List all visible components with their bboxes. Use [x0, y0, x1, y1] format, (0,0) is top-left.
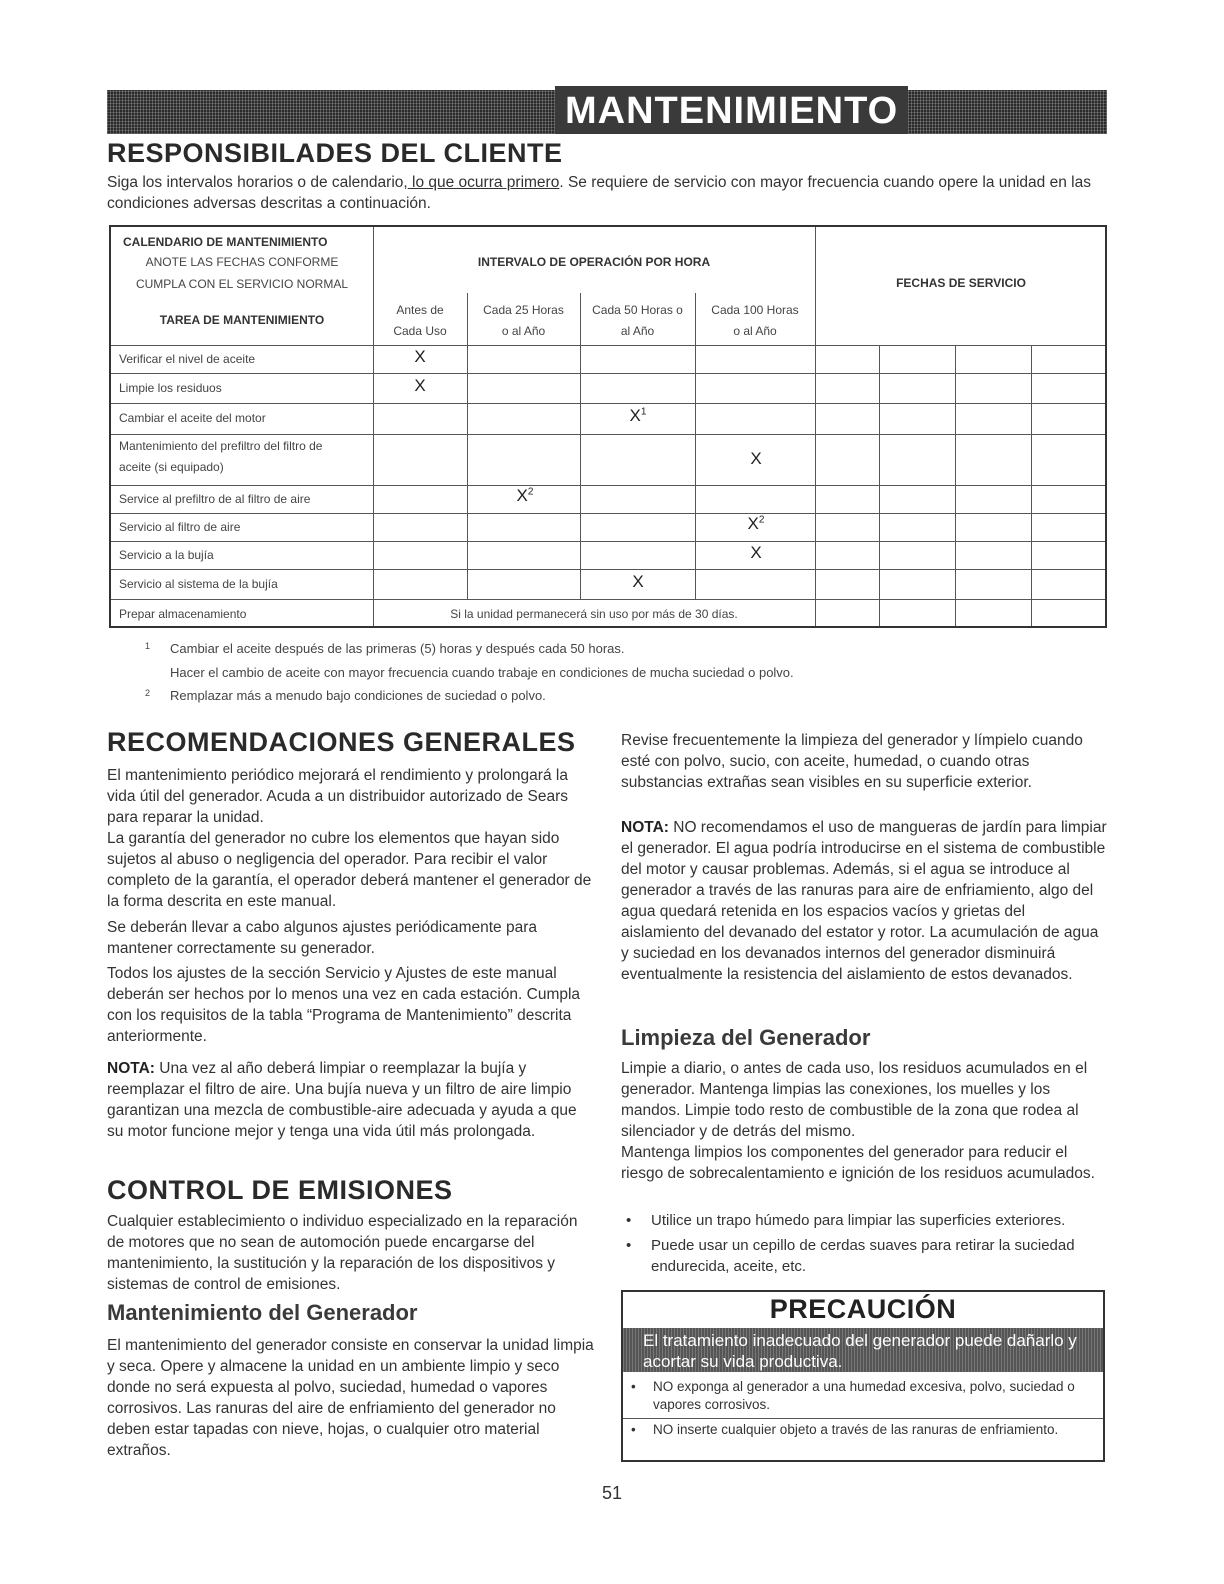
task-label: Servicio a la bujía	[119, 548, 214, 562]
interval-label: o al Año	[733, 324, 777, 338]
task-label: Service al prefiltro de al filtro de aire	[119, 492, 311, 506]
interval-mark: X	[750, 543, 762, 562]
caution-warning: El tratamiento inadecuado del generador puede dañarlo y acortar su vida productiva.	[623, 1328, 1103, 1372]
interval-mark: X	[414, 347, 426, 366]
general-note: NOTA: Una vez al año deberá limpiar o reemplazar la bujía y reemplazar el filtro de aire. Una bujía nueva y un filtro de aire limpio garantizan una mezcla de combustible-aire adecuada y ayuda a que su motor funcione mejor y tenga una vida útil más prolongada.	[107, 1060, 577, 1140]
interval-heading: INTERVALO DE OPERACIÓN POR HORA	[477, 255, 711, 269]
general-paragraph-4: Todos los ajustes de la sección Servicio y Ajustes de este manual deberán ser hechos por lo menos una vez en cada estación. Cumpla con los requisitos de la tabla “Programa de Mantenimiento” descrita anteriormente.	[107, 965, 581, 1045]
list-item: • Utilice un trapo húmedo para limpiar las superficies exteriores.	[621, 1210, 1107, 1231]
task-label: Prepar almacenamiento	[119, 607, 247, 621]
general-paragraph-1: El mantenimiento periódico mejorará el rendimiento y prolongará la vida útil del generador. Acuda a un distribuidor autorizado de Sears para reparar la unidad.	[107, 767, 568, 826]
footnote: 2 Remplazar más a menudo bajo condiciones de suciedad o polvo.	[145, 688, 546, 703]
caution-title: PRECAUCIÓN	[769, 1294, 957, 1324]
interval-label: al Año	[620, 324, 655, 338]
interval-mark: $X^1$	[629, 406, 647, 425]
interval-label: Cada Uso	[393, 324, 447, 338]
interval-label: Cada 25 Horas	[483, 303, 564, 317]
responsibilities-heading: RESPONSIBILADES DEL CLIENTE	[107, 138, 563, 168]
caution-list	[623, 1376, 1103, 1443]
cleaning-bullet-list	[621, 1210, 1107, 1277]
general-paragraph-3: Se deberán llevar a cabo algunos ajustes periódicamente para mantener correctamente su generador.	[107, 919, 537, 957]
task-label: Cambiar el aceite del motor	[119, 411, 266, 425]
note-line-1: ANOTE LAS FECHAS CONFORME	[145, 255, 339, 269]
cleaning-paragraph-2: Mantenga limpios los componentes del generador para reducir el riesgo de sobrecalentamiento e ignición de los residuos acumulados.	[621, 1144, 1095, 1182]
interval-label: o al Año	[501, 324, 546, 338]
cleaning-paragraph-1: Limpie a diario, o antes de cada uso, los residuos acumulados en el generador. Mantenga limpias las conexiones, los muelles y los mandos. Limpie todo resto de combustible de la zona que rodea al silenciador y de detrás del mismo.	[621, 1060, 1088, 1140]
general-heading: RECOMENDACIONES GENERALES	[107, 727, 576, 757]
emissions-paragraph: Cualquier establecimiento o individuo especializado en la reparación de motores que no sean de automoción puede encargarse del mantenimiento, la sustitución y la reparación de los dispositivos y sistemas de control de emisiones.	[107, 1213, 578, 1293]
maintenance-schedule-table	[109, 225, 1107, 628]
calendar-heading: CALENDARIO DE MANTENIMIENTO	[123, 235, 328, 249]
task-label: Mantenimiento del prefiltro del filtro de	[119, 439, 323, 453]
task-label: Servicio al filtro de aire	[119, 520, 241, 534]
interval-mark: X	[414, 376, 426, 395]
interval-mark: $X^2$	[747, 514, 765, 533]
list-item: • NO inserte cualquier objeto a través de las ranuras de enfriamiento.	[623, 1419, 1103, 1443]
caution-box	[621, 1290, 1105, 1462]
title-banner	[107, 90, 1107, 134]
general-paragraph-2: La garantía del generador no cubre los elementos que hayan sido sujetos al abuso o negligencia del operador. Para recibir el valor completo de la garantía, el operador deberá mantener el generador de la forma descrita en este manual.	[107, 830, 592, 910]
interval-mark: X	[632, 572, 644, 591]
interval-mark: X	[750, 449, 762, 468]
task-heading: TAREA DE MANTENIMIENTO	[159, 313, 325, 327]
page-number: 51	[601, 1483, 623, 1503]
list-item: • Puede usar un cepillo de cerdas suaves para retirar la suciedad endurecida, aceite, etc.	[621, 1235, 1107, 1277]
task-label: Limpie los residuos	[119, 381, 222, 395]
interval-label: Cada 50 Horas o	[592, 303, 683, 317]
interval-label: Antes de	[396, 303, 444, 317]
responsibilities-intro: Siga los intervalos horarios o de calendario, lo que ocurra primero. Se requiere de servicio con mayor frecuencia cuando opere la unidad en las condiciones adversas descritas a continuación.	[107, 174, 1091, 212]
footnote: 1 Cambiar el aceite después de las primeras (5) horas y después cada 50 horas.	[145, 641, 625, 656]
cleaning-heading: Limpieza del Generador	[621, 1025, 871, 1050]
storage-note: Si la unidad permanecerá sin uso por más de 30 días.	[450, 607, 738, 621]
page-title: MANTENIMIENTO	[555, 86, 908, 134]
hose-note: NOTA: NO recomendamos el uso de mangueras de jardín para limpiar el generador. El agua podría introducirse en el sistema de combustible del motor y causar problemas. Además, si el agua se introduce al generador a través de las ranuras para aire de enfriamiento, algo del agua quedará retenida en los espacios vacíos y grietas del aislamiento del devanado del estator y rotor. La acumulación de agua y suciedad en los devanados internos del generador disminuirá eventualmente la resistencia del aislamiento de estos devanados.	[621, 819, 1107, 983]
interval-label: Cada 100 Horas	[711, 303, 799, 317]
task-label: aceite (si equipado)	[119, 460, 224, 474]
task-label: Verificar el nivel de aceite	[119, 352, 256, 366]
task-label: Servicio al sistema de la bujía	[119, 577, 278, 591]
generator-maintenance-paragraph: El mantenimiento del generador consiste en conservar la unidad limpia y seca. Opere y almacene la unidad en un ambiente limpio y seco donde no será expuesta al polvo, suciedad, humedad o vapores corrosivos. Las ranuras del aire de enfriamiento del generador no deben estar tapadas con nieve, hojas, o cualquier otro material extraños.	[107, 1337, 594, 1459]
list-item: • NO exponga al generador a una humedad excesiva, polvo, suciedad o vapores corrosivos.	[623, 1376, 1103, 1419]
footnote: Hacer el cambio de aceite con mayor frecuencia cuando trabaje en condiciones de mucha suciedad o polvo.	[170, 665, 794, 680]
note-line-2: CUMPLA CON EL SERVICIO NORMAL	[135, 277, 349, 291]
cleaning-review-paragraph: Revise frecuentemente la limpieza del generador y límpielo cuando esté con polvo, sucio, con aceite, humedad, o cuando otras substancias extrañas sean visibles en su superficie exterior.	[621, 732, 1083, 791]
emissions-heading: CONTROL DE EMISIONES	[107, 1175, 453, 1205]
interval-mark: $X^2$	[516, 486, 534, 505]
service-dates-heading: FECHAS DE SERVICIO	[896, 276, 1026, 290]
generator-maintenance-heading: Mantenimiento del Generador	[107, 1300, 418, 1325]
